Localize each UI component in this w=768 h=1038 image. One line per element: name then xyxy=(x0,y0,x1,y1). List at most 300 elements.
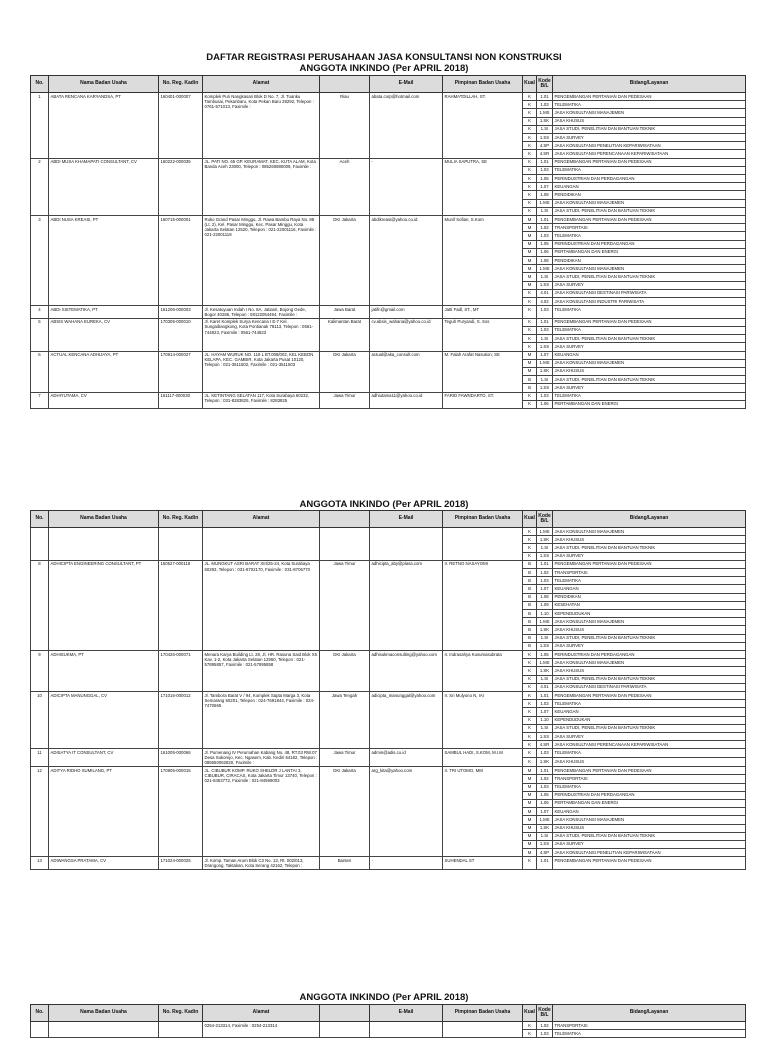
cell-kode: 1.SS xyxy=(537,343,553,351)
cell-bidang: PENGEMBANGAN PERTANIAN DAN PEDESAAN xyxy=(553,692,746,700)
cell-no: 1 xyxy=(31,93,49,159)
cell-reg: 160401-000007 xyxy=(159,93,203,159)
cell-reg: 170305-000010 xyxy=(159,318,203,351)
cell-reg: 160222-000035 xyxy=(159,158,203,215)
cell-kode: 1.MS xyxy=(537,816,553,824)
cell-pimp: M. Falah Arafat Nasution, SE xyxy=(443,351,523,392)
cell-bidang: JASA SURVEY xyxy=(553,642,746,650)
column-header-alamat: Alamat xyxy=(203,1005,320,1022)
cell-bidang: TRANSPORTASI xyxy=(553,1022,746,1030)
cell-bidang: PENGEMBANGAN PERTANIAN DAN PEDESAAN xyxy=(553,93,746,101)
cell-kode: 4.SR xyxy=(537,150,553,158)
column-header-kode: Kode B/L xyxy=(537,511,553,528)
cell-kode: 1.SI xyxy=(537,125,553,133)
document-title: DAFTAR REGISTRASI PERUSAHAAN JASA KONSULTANSI NON KONSTRUKSI xyxy=(206,52,562,63)
cell-bidang: JASA KONSULTANSI PENELITIAN KEPARIWISATAAN xyxy=(553,142,746,150)
cell-pimp: Ir. TRI UTOMO, MM xyxy=(443,767,523,857)
cell-kode: 1.01 xyxy=(537,857,553,869)
cell-kode: 1.03 xyxy=(537,101,553,109)
cell-bidang: JASA KONSULTANSI MANAJEMEN xyxy=(553,199,746,207)
cell-alamat: Komplek Puri Nangkasari Blok D No. 7, Jl. Tuanku Tambusai, Pekanbaru, Kota Pekan Baru 28292, Telepon : 0761-571013, Faximile : xyxy=(203,93,320,159)
cell-bidang: JASA STUDI, PENELITIAN DAN BANTUAN TEKNIK xyxy=(553,273,746,281)
cell-kode: 1.03 xyxy=(537,577,553,585)
cell-bidang: JASA KHUSUS xyxy=(553,117,746,125)
cell-prov: DKI Jakarta xyxy=(320,651,370,692)
column-header-pimpinan: Pimpinan Badan Usaha xyxy=(443,76,523,93)
cell-bidang: JASA SURVEY xyxy=(553,134,746,142)
cell-kode: 1.SS xyxy=(537,642,553,650)
cell-kual: M xyxy=(523,232,537,240)
cell-bidang: JASA SURVEY xyxy=(553,733,746,741)
cell-bidang: JASA SURVEY xyxy=(553,343,746,351)
cell-kode: 1.07 xyxy=(537,351,553,359)
cell-kode: 1.SK xyxy=(537,367,553,375)
cell-kode: 1.MS xyxy=(537,199,553,207)
cell-kode: 1.MS xyxy=(537,659,553,667)
cell-kual: K xyxy=(523,758,537,767)
cell-kual: M xyxy=(523,849,537,857)
cell-bidang: PENGEMBANGAN PERTANIAN DAN PEDESAAN xyxy=(553,767,746,775)
cell-kode: 1.SS xyxy=(537,552,553,560)
cell-no: 6 xyxy=(31,351,49,392)
cell-no: 5 xyxy=(31,318,49,351)
column-header-bidang: Bidang/Layanan xyxy=(553,511,746,528)
cell-bidang: KEUANGAN xyxy=(553,351,746,359)
table-row xyxy=(31,216,746,224)
cell-kode: 1.05 xyxy=(537,175,553,183)
cell-no: 3 xyxy=(31,216,49,306)
cell-kode: 1.07 xyxy=(537,585,553,593)
cell-kual: K xyxy=(523,175,537,183)
cell-nama: ABDI SISTEMATIKA, PT xyxy=(49,306,159,318)
cell-kual: K xyxy=(523,101,537,109)
cell-kual: K xyxy=(523,1030,537,1038)
cell-no: 12 xyxy=(31,767,49,857)
cell-kode: 1.SI xyxy=(537,675,553,683)
cell-kual: M xyxy=(523,824,537,832)
cell-kode: 1.03 xyxy=(537,392,553,400)
cell-kual: M xyxy=(523,783,537,791)
cell-kual: M xyxy=(523,240,537,248)
cell-bidang: JASA SURVEY xyxy=(553,384,746,392)
table-row xyxy=(31,692,746,700)
cell-no: 10 xyxy=(31,692,49,749)
cell-prov: Banten xyxy=(320,857,370,869)
cell-kual: B xyxy=(523,618,537,626)
cell-kual: M xyxy=(523,367,537,375)
cell-bidang: JASA KHUSUS xyxy=(553,536,746,544)
cell-bidang: TELEMATIKA xyxy=(553,166,746,174)
cell-pimp: SUHENDAL ST xyxy=(443,857,523,869)
cell-email: adhiutama11@yahoo.co.id xyxy=(370,392,443,408)
cell-email: jatifn@gmail.com xyxy=(370,306,443,318)
column-header-alamat: Alamat xyxy=(203,76,320,93)
cell-nama: ADHIYUTAMA, CV xyxy=(49,392,159,408)
cell-prov: Jawa Timur xyxy=(320,560,370,650)
cell-no: 4 xyxy=(31,306,49,318)
cell-kual: M xyxy=(523,791,537,799)
cell-kode: 1.MS xyxy=(537,265,553,273)
column-header-pimpinan: Pimpinan Badan Usaha xyxy=(443,1005,523,1022)
cell-prov: Jawa Timur xyxy=(320,749,370,767)
cell-kode: 1.SK xyxy=(537,667,553,675)
cell-email: arg_kita@yahoo.com xyxy=(370,767,443,857)
cell-nama: ABDI NUSA KREASI, PT xyxy=(49,216,159,306)
cell-kual: K xyxy=(523,207,537,215)
cell-kode: 1.SS xyxy=(537,733,553,741)
cell-kode: 1.SS xyxy=(537,134,553,142)
cell-email: - xyxy=(370,158,443,215)
cell-kual: B xyxy=(523,569,537,577)
cell-kode: 1.03 xyxy=(537,749,553,758)
cell-bidang: TELEMATIKA xyxy=(553,392,746,400)
cell-reg: 170905-000015 xyxy=(159,767,203,857)
cell-pimp xyxy=(443,528,523,561)
cell-kual: K xyxy=(523,667,537,675)
cell-bidang: TRANSPORTASI xyxy=(553,775,746,783)
cell-kual: M xyxy=(523,224,537,232)
cell-no: 11 xyxy=(31,749,49,767)
cell-kode: 1.07 xyxy=(537,708,553,716)
cell-kode: 1.01 xyxy=(537,216,553,224)
cell-bidang: PERINDUSTRIAN DAN PERDAGANGAN xyxy=(553,175,746,183)
cell-bidang: JASA STUDI, PENELITIAN DAN BANTUAN TEKNIK xyxy=(553,207,746,215)
cell-kual: K xyxy=(523,326,537,334)
cell-kual: M xyxy=(523,775,537,783)
cell-reg: 161206-000003 xyxy=(159,306,203,318)
table-row xyxy=(31,351,746,359)
cell-bidang: TELEMATIKA xyxy=(553,577,746,585)
cell-kode: 1.SI xyxy=(537,832,553,840)
cell-kual: K xyxy=(523,552,537,560)
column-header-no: No. xyxy=(31,1005,49,1022)
cell-no: 9 xyxy=(31,651,49,692)
cell-prov: Jawa Timur xyxy=(320,392,370,408)
cell-bidang: PENDIDIKAN xyxy=(553,191,746,199)
column-header-kual: Kual xyxy=(523,1005,537,1022)
cell-reg xyxy=(159,528,203,561)
cell-kode: 1.SK xyxy=(537,824,553,832)
cell-nama: ADISATYA IT CONSULTANT, CV xyxy=(49,749,159,767)
cell-alamat: Jl. Tambora Barat V / 94, Komplek Sapta Marga 3, Kota Semarang 50201, Telepon : 024-7691844, Faximile : 024-7470665 xyxy=(203,692,320,749)
cell-bidang: JASA KONSULTANSI MANAJEMEN xyxy=(553,359,746,367)
cell-kual: K xyxy=(523,536,537,544)
cell-kode: 1.03 xyxy=(537,232,553,240)
cell-kode: 1.06 xyxy=(537,400,553,408)
cell-alamat: Jl. Komp. Taman Arum Blok C3 No. 13, Rt. 002/013, Drangong, Taktakan, Kota Serang 42162, Telepon : xyxy=(203,857,320,869)
cell-alamat: Jl. Pumenang IV Perumahan Kabang No. 48, RT.03 RW.07 Desa Sukorejo, Kec. Ngasem, Kab. Kediri 64182, Telepon : 085650062820, Faximile : xyxy=(203,749,320,767)
cell-kode: 1.02 xyxy=(537,775,553,783)
cell-prov: Jawa Barat xyxy=(320,306,370,318)
cell-kual: M xyxy=(523,281,537,289)
column-header-prov xyxy=(320,76,370,93)
cell-kode: 1.01 xyxy=(537,692,553,700)
cell-alamat: JL. CIBUBUR KOMP. RUKO SHELDR J LANTAI 3, CIBUBUR, CIRACAS, Kota Jakarta Timur 13740, Telepon : 021-8453772, Faximile : 021-84599003 xyxy=(203,767,320,857)
cell-kual: K xyxy=(523,298,537,306)
cell-bidang: JASA KONSULTANSI MANAJEMEN xyxy=(553,265,746,273)
cell-reg: 150527-000118 xyxy=(159,560,203,650)
cell-kual: K xyxy=(523,335,537,343)
cell-nama: ABATA RENCANA KARYANDSA, PT xyxy=(49,93,159,159)
cell-bidang: JASA KONSULTANSI PERENCANAAN KEPARIWISATAAN xyxy=(553,741,746,749)
cell-kual: K xyxy=(523,150,537,158)
page-subtitle: ANGGOTA INKINDO (Per APRIL 2018) xyxy=(299,992,469,1003)
cell-reg: 170426-000071 xyxy=(159,651,203,692)
cell-prov: DKI Jakarta xyxy=(320,216,370,306)
cell-kual: K xyxy=(523,692,537,700)
cell-bidang: JASA STUDI, PENELITIAN DAN BANTUAN TEKNIK xyxy=(553,724,746,732)
cell-bidang: TELEMATIKA xyxy=(553,1030,746,1038)
cell-bidang: JASA STUDI, PENELITIAN DAN BANTUAN TEKNIK xyxy=(553,335,746,343)
cell-kual: K xyxy=(523,741,537,749)
column-header-noreg: No. Reg. Kadin xyxy=(159,76,203,93)
cell-kode: 4.02 xyxy=(537,298,553,306)
cell-bidang: JASA KONSULTANSI MANAJEMEN xyxy=(553,109,746,117)
cell-bidang: JASA KONSULTANSI INDUSTRI PARIWISATA xyxy=(553,298,746,306)
cell-kual: M xyxy=(523,840,537,848)
cell-nama: ADHICIPTA ENGINEERING CONSULTANT, PT xyxy=(49,560,159,650)
cell-kual: M xyxy=(523,248,537,256)
cell-kode: 4.SP xyxy=(537,849,553,857)
cell-kual: B xyxy=(523,601,537,609)
column-header-nama: Nama Badan Usaha xyxy=(49,76,159,93)
cell-prov: Jawa Tengah xyxy=(320,692,370,749)
cell-alamat: JL. HAYAM WURUK NO. 118 L BT.008/002, KEL KEBON KELAPA, KEC. GAMBIR, Kota Jakarta Pusat 10120, Telepon : 021-3511502, Faximile : 021-3511503 xyxy=(203,351,320,392)
column-header-alamat: Alamat xyxy=(203,511,320,528)
cell-nama xyxy=(49,528,159,561)
cell-kual: K xyxy=(523,733,537,741)
cell-bidang: PENGEMBANGAN PERTANIAN DAN PEDESAAN xyxy=(553,560,746,568)
cell-kode: 1.03 xyxy=(537,783,553,791)
cell-kode: 1.01 xyxy=(537,93,553,101)
cell-bidang: JASA KONSULTANSI DESTINASI PARIWISATA xyxy=(553,289,746,297)
cell-bidang: JASA SURVEY xyxy=(553,552,746,560)
cell-kode: 4.SR xyxy=(537,741,553,749)
cell-email: admin@adis.co.id xyxy=(370,749,443,767)
cell-kode: 1.08 xyxy=(537,593,553,601)
cell-kual: K xyxy=(523,544,537,552)
cell-kode: 1.01 xyxy=(537,560,553,568)
cell-kual: B xyxy=(523,593,537,601)
cell-kual: K xyxy=(523,183,537,191)
cell-nama: ABSIS WAHANA EUREKA, CV xyxy=(49,318,159,351)
cell-kode: 4.01 xyxy=(537,683,553,691)
cell-no: 7 xyxy=(31,392,49,408)
cell-kode: 1.SI xyxy=(537,335,553,343)
cell-kual: B xyxy=(523,577,537,585)
cell-bidang: PENGEMBANGAN PERTANIAN DAN PEDESAAN xyxy=(553,857,746,869)
cell-kual: B xyxy=(523,634,537,642)
cell-pimp: Ir. RETNO NASAYOMI xyxy=(443,560,523,650)
cell-kode: 1.01 xyxy=(537,767,553,775)
cell-prov: DKI Jakarta xyxy=(320,767,370,857)
cell-bidang: TELEMATIKA xyxy=(553,700,746,708)
cell-bidang: TELEMATIKA xyxy=(553,232,746,240)
cell-kual: K xyxy=(523,857,537,869)
column-header-kual: Kual xyxy=(523,511,537,528)
page-subtitle: ANGGOTA INKINDO (Per APRIL 2018) xyxy=(299,499,469,510)
cell-kual: M xyxy=(523,351,537,359)
cell-kode: 1.10 xyxy=(537,610,553,618)
cell-alamat: JL. MUNGKUT ASRI BARAT XIII/25-24, Kota Surabaya 60293, Telepon : 031-8702170, Faximile : 031-8706770 xyxy=(203,560,320,650)
cell-bidang: JASA SURVEY xyxy=(553,840,746,848)
cell-kode: 1.07 xyxy=(537,183,553,191)
cell-prov: Riau xyxy=(320,93,370,159)
cell-prov: DKI Jakarta xyxy=(320,351,370,392)
column-header-no: No. xyxy=(31,511,49,528)
column-header-no: No. xyxy=(31,76,49,93)
cell-bidang: JASA STUDI, PENELITIAN DAN BANTUAN TEKNIK xyxy=(553,544,746,552)
column-header-kode: Kode B/L xyxy=(537,76,553,93)
cell-email: adhicipta_aby@plasa.com xyxy=(370,560,443,650)
cell-prov: Aceh xyxy=(320,158,370,215)
cell-kode: 1.09 xyxy=(537,601,553,609)
cell-kode: 1.SS xyxy=(537,281,553,289)
cell-kode: 1.08 xyxy=(537,191,553,199)
cell-kual: K xyxy=(523,659,537,667)
cell-alamat xyxy=(203,528,320,561)
column-header-prov xyxy=(320,511,370,528)
cell-email: abdikreasi@yahoo.co.id xyxy=(370,216,443,306)
cell-kual: K xyxy=(523,1022,537,1030)
cell-kode: 1.01 xyxy=(537,158,553,166)
column-header-bidang: Bidang/Layanan xyxy=(553,76,746,93)
cell-bidang: JASA STUDI, PENELITIAN DAN BANTUAN TEKNIK xyxy=(553,125,746,133)
table-row xyxy=(31,1022,746,1030)
cell-kual: K xyxy=(523,528,537,536)
cell-bidang: PERTAMBANGAN DAN ENERGI xyxy=(553,248,746,256)
cell-prov: Kalimantan Barat xyxy=(320,318,370,351)
cell-kual: K xyxy=(523,318,537,326)
table-row xyxy=(31,93,746,101)
cell-kode: 1.SK xyxy=(537,117,553,125)
cell-kode: 1.03 xyxy=(537,326,553,334)
cell-kual: B xyxy=(523,376,537,384)
cell-kode: 1.03 xyxy=(537,700,553,708)
cell-no xyxy=(31,528,49,561)
table-row xyxy=(31,306,746,318)
column-header-bidang: Bidang/Layanan xyxy=(553,1005,746,1022)
cell-no: 8 xyxy=(31,560,49,650)
cell-bidang: JASA KONSULTANSI PERENCANAAN KEPARIWISATAAN xyxy=(553,150,746,158)
table-header-row xyxy=(31,76,746,93)
cell-kual: M xyxy=(523,767,537,775)
cell-bidang: PENGEMBANGAN PERTANIAN DAN PEDESAAN xyxy=(553,216,746,224)
cell-bidang: TELEMATIKA xyxy=(553,101,746,109)
cell-kode: 1.08 xyxy=(537,257,553,265)
cell-kode: 1.SI xyxy=(537,544,553,552)
cell-kode: 1.03 xyxy=(537,1030,553,1038)
registry-table xyxy=(30,510,746,870)
cell-kual: K xyxy=(523,93,537,101)
cell-bidang: PENDIDIKAN xyxy=(553,257,746,265)
table-row xyxy=(31,767,746,775)
cell-kode: 1.06 xyxy=(537,799,553,807)
cell-alamat: JL. PATI NO. 65 GP. KEURAMAT, KEC. KUTA ALAM, Kota Banda Aceh 23000, Telepon : 085260880009, Faximile : xyxy=(203,158,320,215)
cell-reg: 170914-000027 xyxy=(159,351,203,392)
cell-kual: K xyxy=(523,749,537,758)
cell-bidang: JASA STUDI, PENELITIAN DAN BANTUAN TEKNIK xyxy=(553,675,746,683)
cell-bidang: KEPENDUDUKAN xyxy=(553,610,746,618)
column-header-kode: Kode B/L xyxy=(537,1005,553,1022)
cell-kual: B xyxy=(523,610,537,618)
registry-table xyxy=(30,75,746,409)
cell-bidang: JASA KHUSUS xyxy=(553,824,746,832)
cell-reg: 171016-000012 xyxy=(159,692,203,749)
cell-bidang: JASA KONSULTANSI MANAJEMEN xyxy=(553,528,746,536)
cell-alamat: Jl. Kesatuyuan Indah I No. 8A, Jatiasri, Bojong Gede, Bogor 40286, Telepon : 08122054494, Faximile : xyxy=(203,306,320,318)
cell-kode: 1.05 xyxy=(537,651,553,659)
cell-alamat: 0254-213314, Faximile : 0254-213314 xyxy=(203,1022,320,1038)
cell-no: 13 xyxy=(31,857,49,869)
cell-email: abata.corp@hotmail.com xyxy=(370,93,443,159)
cell-nama: ACTUAL KENCANA ADHIJAYA, PT xyxy=(49,351,159,392)
cell-kode: 1.SI xyxy=(537,376,553,384)
cell-bidang: JASA KONSULTANSI DESTINASI PARIWISATA xyxy=(553,683,746,691)
column-header-kual: Kual xyxy=(523,76,537,93)
cell-kode: 1.03 xyxy=(537,166,553,174)
cell-bidang: PERINDUSTRIAN DAN PERDAGANGAN xyxy=(553,651,746,659)
cell-bidang: JASA STUDI, PENELITIAN DAN BANTUAN TEKNIK xyxy=(553,634,746,642)
table-row xyxy=(31,651,746,659)
cell-kual: K xyxy=(523,675,537,683)
cell-kual: K xyxy=(523,343,537,351)
column-header-pimpinan: Pimpinan Badan Usaha xyxy=(443,511,523,528)
cell-pimp: FARID FAWNDARTO, ST. xyxy=(443,392,523,408)
cell-kode: 1.01 xyxy=(537,318,553,326)
cell-alamat: Jl. Karet Komplek Surya Kencana I E-7 Kel. Sungaibangkong, Kota Pontianak 78113, Telepon : 0561-744823, Faximile : 0561-744823 xyxy=(203,318,320,351)
cell-kual: K xyxy=(523,134,537,142)
cell-bidang: PERINDUSTRIAN DAN PERDAGANGAN xyxy=(553,240,746,248)
column-header-prov xyxy=(320,1005,370,1022)
page-subtitle: ANGGOTA INKINDO (Per APRIL 2018) xyxy=(299,63,469,74)
cell-kode: 4.SP xyxy=(537,142,553,150)
cell-kual: K xyxy=(523,306,537,318)
cell-kual: M xyxy=(523,808,537,816)
cell-kual: M xyxy=(523,216,537,224)
cell-kual: K xyxy=(523,166,537,174)
cell-pimp: Ir. Indrasahya Kusumasubrata xyxy=(443,651,523,692)
cell-kual: K xyxy=(523,158,537,166)
cell-bidang: PERTAMBANGAN DAN ENERGI xyxy=(553,799,746,807)
cell-reg: 161117-000030 xyxy=(159,392,203,408)
cell-kual: K xyxy=(523,199,537,207)
cell-pimp: Jatti Fadl, ST., MT xyxy=(443,306,523,318)
table-row xyxy=(31,318,746,326)
cell-bidang: KEPENDUDUKAN xyxy=(553,716,746,724)
cell-kual: M xyxy=(523,832,537,840)
cell-alamat: JL. KETINTANG SELATAN 117, Kota Surabaya 60232, Telepon : 031-8283825, Faximile : 8283825 xyxy=(203,392,320,408)
cell-bidang: TELEMATIKA xyxy=(553,783,746,791)
column-header-nama: Nama Badan Usaha xyxy=(49,511,159,528)
column-header-nama: Nama Badan Usaha xyxy=(49,1005,159,1022)
cell-kual: M xyxy=(523,257,537,265)
cell-kode: 1.SK xyxy=(537,536,553,544)
table-row xyxy=(31,158,746,166)
cell-kual: K xyxy=(523,400,537,408)
cell-pimp: RAHMATDILLAH, ST. xyxy=(443,93,523,159)
cell-email: adhisukmaconsulting@yahoo.com xyxy=(370,651,443,692)
cell-kode: 4.01 xyxy=(537,289,553,297)
cell-kode: 1.SI xyxy=(537,634,553,642)
cell-bidang: TELEMATIKA xyxy=(553,749,746,758)
cell-bidang: JASA STUDI, PENELITIAN DAN BANTUAN TEKNIK xyxy=(553,832,746,840)
cell-bidang: JASA SURVEY xyxy=(553,281,746,289)
table-row xyxy=(31,392,746,400)
cell-kode: 1.10 xyxy=(537,716,553,724)
cell-bidang: JASA KONSULTANSI MANAJEMEN xyxy=(553,659,746,667)
cell-kode: 1.MS xyxy=(537,528,553,536)
